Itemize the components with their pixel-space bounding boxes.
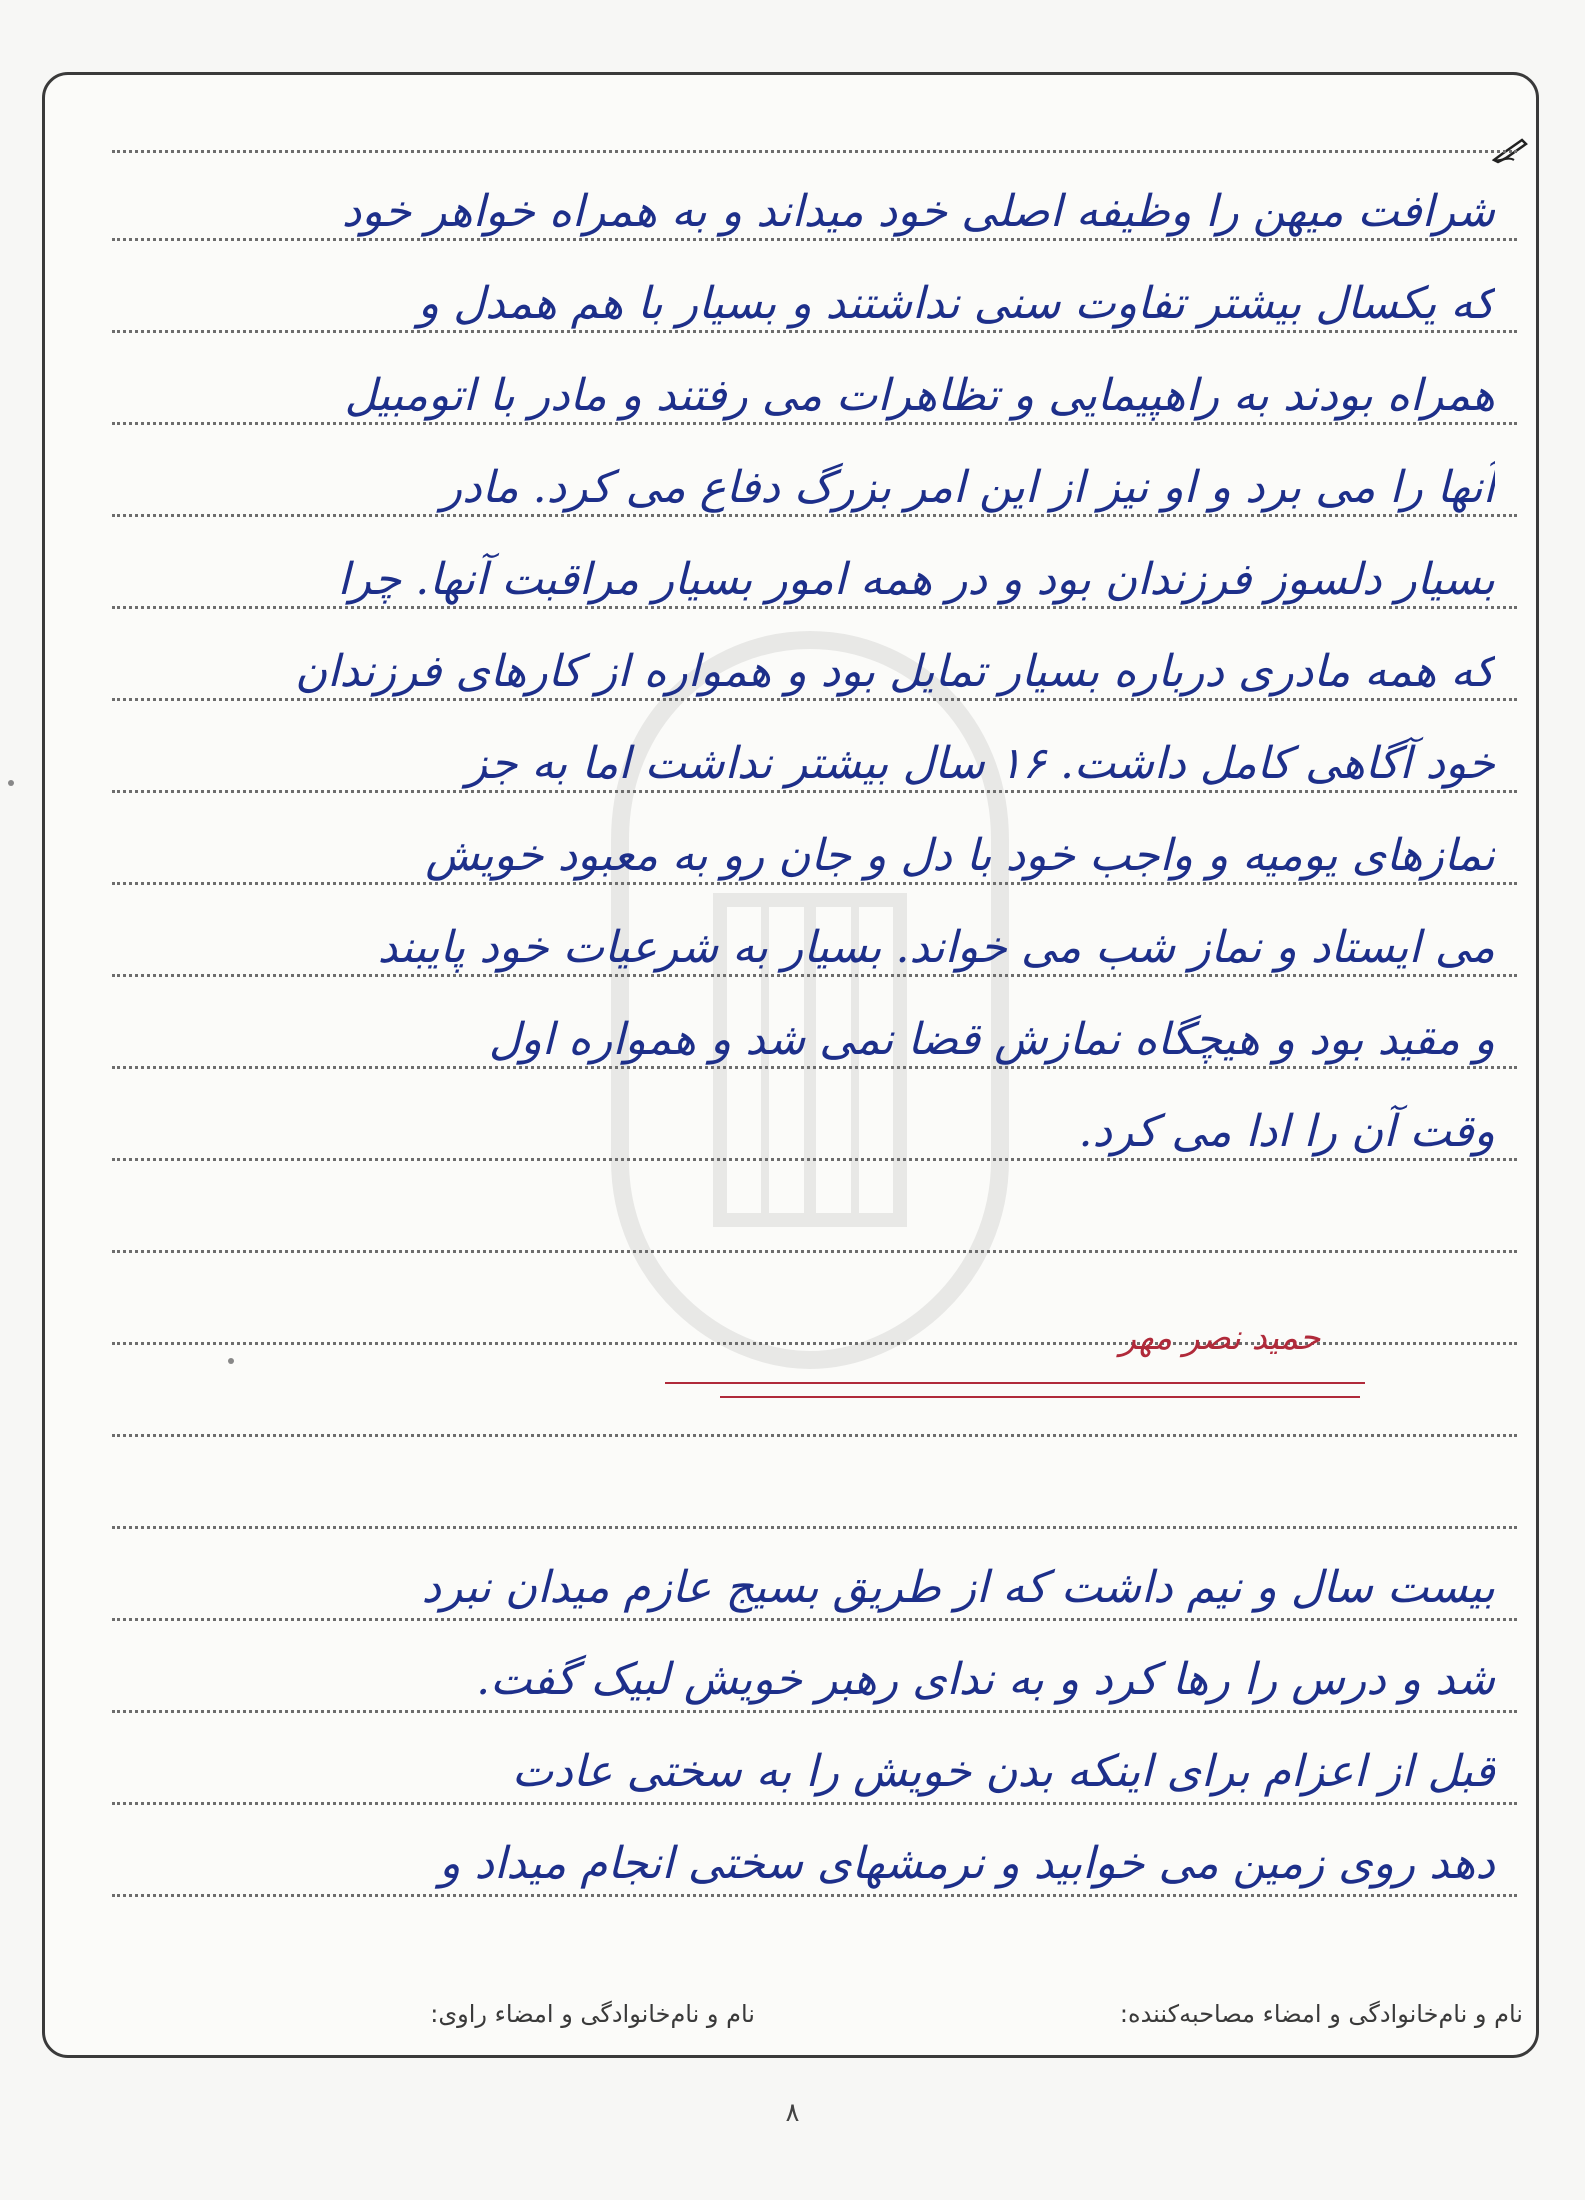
watermark-emblem-icon <box>560 600 1060 1400</box>
handwritten-line: می ایستاد و نماز شب می خواند. بسیار به شرعیات خود پایبند <box>377 922 1495 973</box>
ruled-line <box>112 1618 1517 1621</box>
ruled-line <box>112 1434 1517 1437</box>
narrator-signature-label: نام و نام‌خانوادگی و امضاء راوی: <box>430 2000 755 2028</box>
ruled-line <box>112 1802 1517 1805</box>
ruled-line <box>112 150 1517 153</box>
handwritten-line: که یکسال بیشتر تفاوت سنی نداشتند و بسیار با هم همدل و <box>417 278 1495 329</box>
ruled-line <box>112 1710 1517 1713</box>
handwritten-line: شد و درس را رها کرد و به ندای رهبر خویش لبیک گفت. <box>476 1654 1495 1705</box>
signature-underline <box>665 1382 1365 1384</box>
ruled-line <box>112 1894 1517 1897</box>
handwritten-line: وقت آن را ادا می کرد. <box>1078 1106 1495 1157</box>
handwritten-line: شرافت میهن را وظیفه اصلی خود میداند و به همراه خواهر خود <box>341 186 1495 237</box>
signature-underline <box>720 1396 1360 1398</box>
handwritten-line: همراه بودند به راهپیمایی و تظاهرات می رفتند و مادر با اتومبیل <box>344 370 1495 421</box>
handwritten-line: قبل از اعزام برای اینکه بدن خویش را به سختی عادت <box>511 1746 1495 1797</box>
stray-dot <box>8 780 14 786</box>
ruled-line <box>112 1526 1517 1529</box>
handwritten-line: خود آگاهی کامل داشت. ۱۶ سال بیشتر نداشت اما به جز <box>466 738 1495 789</box>
handwritten-line: دهد روی زمین می خوابید و نرمشهای سختی انجام میداد و <box>439 1838 1495 1889</box>
signature: حمید نصر مهر <box>1119 1318 1321 1358</box>
interviewer-signature-label: نام و نام‌خانوادگی و امضاء مصاحبه‌کننده: <box>1119 2000 1523 2028</box>
handwritten-line: آنها را می برد و او نیز از این امر بزرگ دفاع می کرد. مادر <box>440 462 1495 513</box>
handwritten-line: بیست سال و نیم داشت که از طریق بسیج عازم میدان نبرد <box>421 1562 1495 1613</box>
handwritten-line: و مقید بود و هیچگاه نمازش قضا نمی شد و همواره اول <box>488 1014 1495 1065</box>
handwritten-line: بسیار دلسوز فرزندان بود و در همه امور بسیار مراقبت آنها. چرا <box>337 554 1495 605</box>
handwritten-line: نمازهای یومیه و واجب خود با دل و جان رو به معبود خویش <box>425 830 1495 881</box>
stray-dot <box>228 1358 234 1364</box>
page-number: ۸ <box>785 2098 800 2128</box>
ruled-line <box>112 1250 1517 1253</box>
handwritten-line: که همه مادری درباره بسیار تمایل بود و همواره از کارهای فرزندان <box>294 646 1495 697</box>
